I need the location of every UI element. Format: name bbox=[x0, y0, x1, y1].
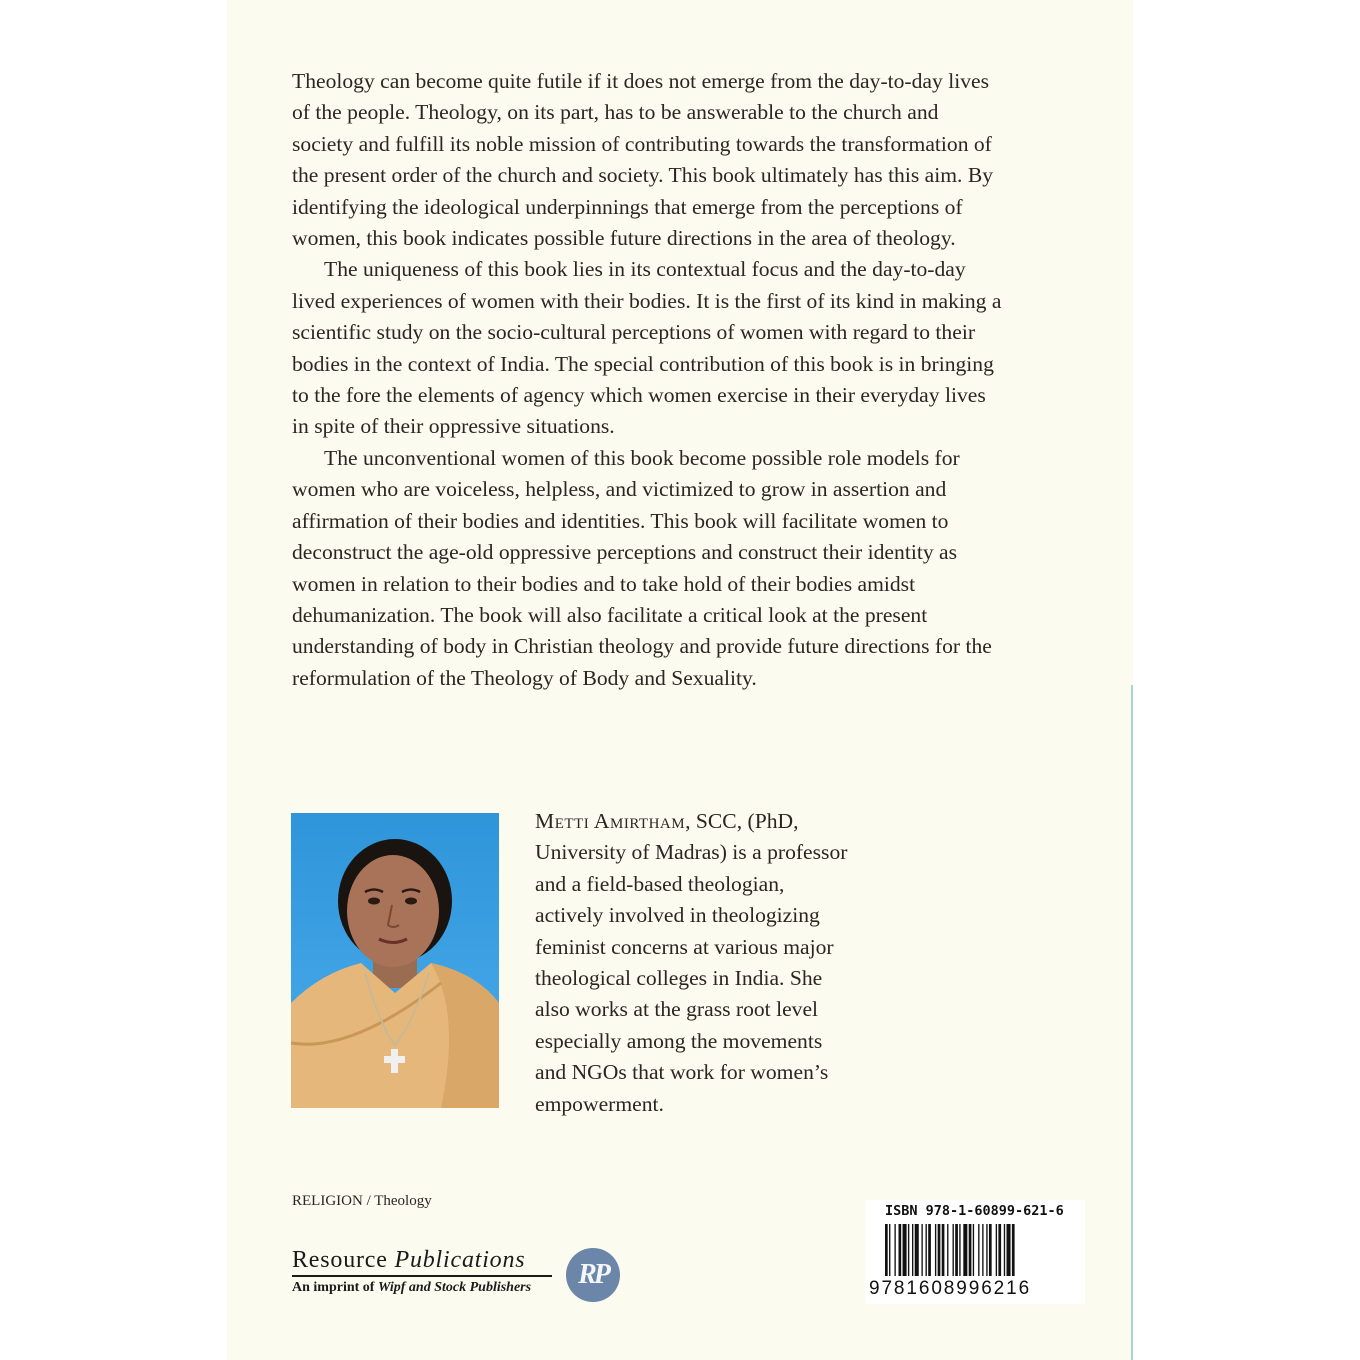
author-bio bbox=[535, 806, 855, 1120]
barcode-bar bbox=[926, 1224, 927, 1276]
barcode-bar bbox=[894, 1224, 895, 1276]
barcode-bar bbox=[959, 1224, 960, 1276]
barcode-bar bbox=[938, 1224, 941, 1276]
barcode-bar bbox=[986, 1224, 987, 1276]
bisac-category: RELIGION / Theology bbox=[292, 1193, 432, 1209]
author-photo bbox=[291, 813, 499, 1108]
publisher-name-plain: Resource bbox=[292, 1247, 395, 1273]
barcode-bars bbox=[885, 1224, 1069, 1276]
barcode-bar bbox=[899, 1224, 902, 1276]
barcode-bar bbox=[912, 1224, 913, 1276]
barcode-bar bbox=[921, 1224, 922, 1276]
barcode-bar bbox=[998, 1224, 1001, 1276]
barcode-bar bbox=[889, 1224, 890, 1276]
description-paragraph-1: Theology can become quite futile if it does not emerge from the day-to-day lives of the people. Theology, on its part, has to be answerable to the church and society and fulfill its noble mission of contributing towards the transformation of the present order of the church and society. This book ultimately has this aim. By identifying the ideological underpinnings that emerge from the perceptions of women, this book indicates possible future directions in the area of theology. bbox=[292, 69, 994, 251]
isbn-label: ISBN 978-1-60899-621-6 bbox=[885, 1203, 1064, 1219]
barcode-bar bbox=[928, 1224, 931, 1276]
author-bio-text: , SCC, (PhD, University of Madras) is a professor and a field-based theologian, actively involved in theologizing feminist concerns at various major theological colleges in India. She also works at the grass root level especially among the movements and NGOs that work for women’s empowerment. bbox=[535, 809, 848, 1116]
description-paragraph-2: The uniqueness of this book lies in its contextual focus and the day-to-day lived experiences of women with their bodies. It is the first of its kind in making a scientific study on the socio-cultural perceptions of women with regard to their bodies in the context of India. The special contribution of this book is in bringing to the fore the elements of agency which women exercise in their everyday lives in spite of their oppressive situations. bbox=[292, 257, 1002, 439]
spine-edge-line bbox=[1131, 685, 1133, 1360]
publisher-block bbox=[292, 1246, 557, 1296]
barcode-bar bbox=[996, 1224, 997, 1276]
barcode-bar bbox=[973, 1224, 974, 1276]
barcode-bar bbox=[955, 1224, 958, 1276]
isbn-barcode bbox=[865, 1200, 1085, 1304]
barcode-bar bbox=[953, 1224, 954, 1276]
barcode-digits: 9781608996216 bbox=[869, 1278, 1032, 1299]
barcode-bar bbox=[989, 1224, 992, 1276]
publisher-name-italic: Publications bbox=[394, 1247, 526, 1273]
imprint-prefix: An imprint of bbox=[292, 1280, 378, 1295]
barcode-bar bbox=[942, 1224, 945, 1276]
publisher-logo: RP bbox=[566, 1248, 620, 1302]
publisher-rule bbox=[292, 1275, 552, 1277]
barcode-bar bbox=[885, 1224, 888, 1276]
barcode-bar bbox=[978, 1224, 979, 1276]
barcode-bar bbox=[963, 1224, 967, 1276]
barcode-bar bbox=[935, 1224, 936, 1276]
barcode-bar bbox=[915, 1224, 919, 1276]
publisher-imprint bbox=[292, 1280, 557, 1296]
barcode-bar bbox=[1004, 1224, 1005, 1276]
barcode-bar bbox=[903, 1224, 907, 1276]
description-paragraph-3: The unconventional women of this book become possible role models for women who are voiceless, helpless, and victimized to grow in assertion and affirmation of their bodies and identities. This book will facilitate women to deconstruct the age-old oppressive perceptions and construct their identity as women in relation to their bodies and to take hold of their bodies amidst dehumanization. The book will also facilitate a critical look at the present understanding of body in Christian theology and provide future directions for the reformulation of the Theology of Body and Sexuality. bbox=[292, 445, 992, 690]
book-description bbox=[292, 66, 1002, 694]
barcode-bar bbox=[969, 1224, 972, 1276]
barcode-bar bbox=[1007, 1224, 1011, 1276]
barcode-bar bbox=[982, 1224, 983, 1276]
imprint-publisher-name: Wipf and Stock Publishers bbox=[377, 1280, 532, 1295]
barcode-bar bbox=[1012, 1224, 1015, 1276]
barcode-bar bbox=[947, 1224, 948, 1276]
publisher-name bbox=[292, 1246, 557, 1274]
barcode-bar bbox=[908, 1224, 909, 1276]
author-name: Metti Amirtham bbox=[535, 809, 686, 833]
